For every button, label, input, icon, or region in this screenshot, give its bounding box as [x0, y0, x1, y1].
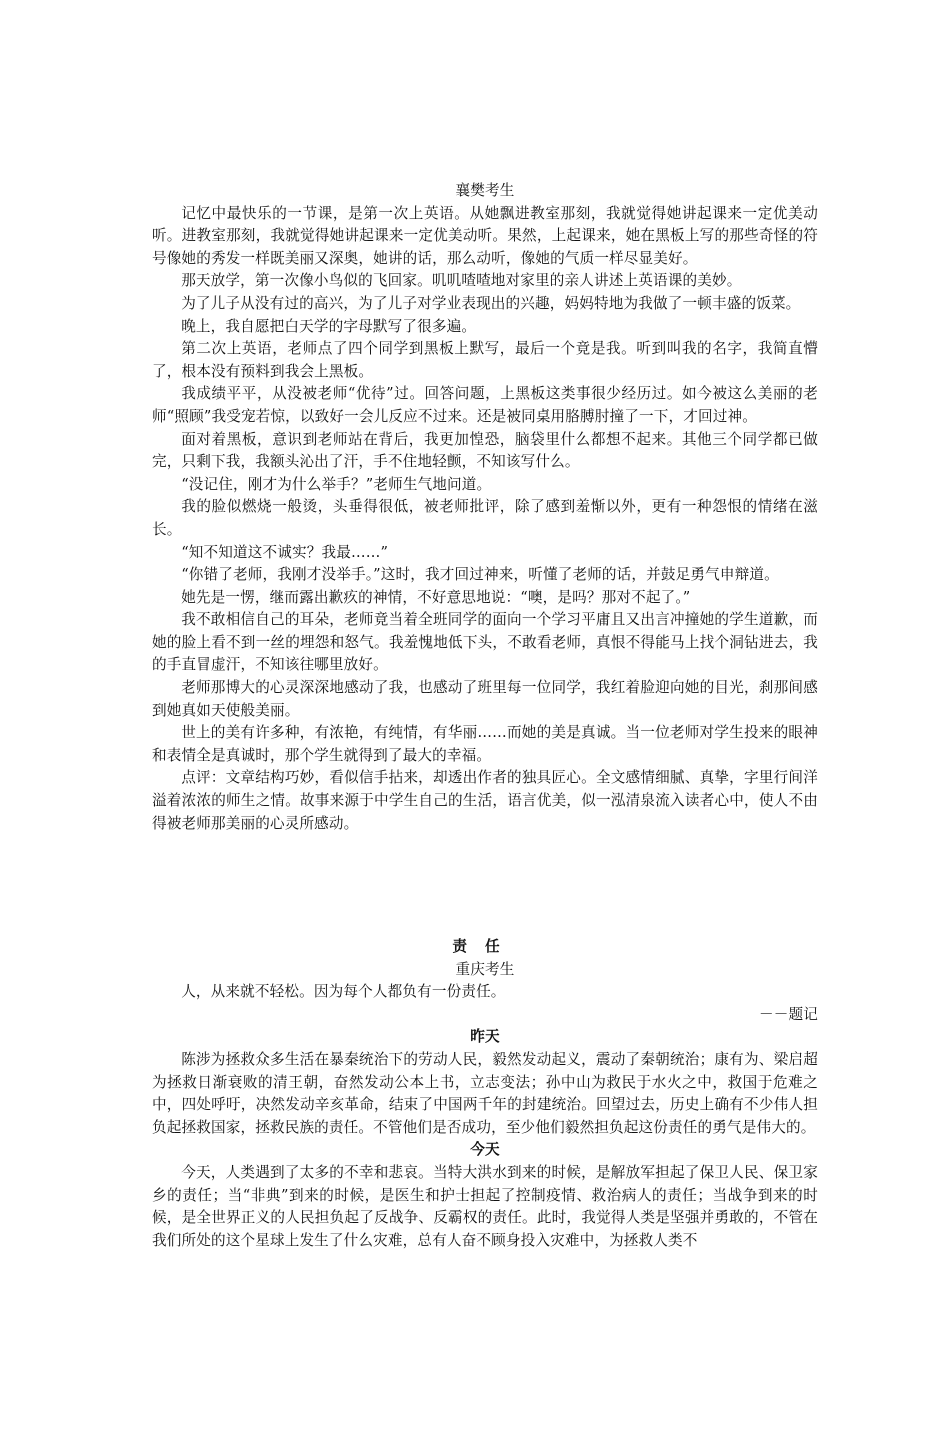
essay1-byline: 襄樊考生 [455, 182, 515, 199]
essay2-byline: 重庆考生 [455, 960, 515, 978]
essay1-paragraph: “没记住，刚才为什么举手？”老师生气地问道。 [181, 475, 492, 493]
essay1-paragraph: 我不敢相信自己的耳朵，老师竟当着全班同学的面向一个学习平庸且又出言冲撞她的学生道歉，而她的脸上看不到一丝的埋怨和怒气。我羞愧地低下头，不敢看老师，真恨不得能马上找个洞钻进去，我的手直冒虚汗，不知该往哪里放好。 [152, 611, 818, 674]
section-heading-today: 今天 [470, 1141, 500, 1159]
essay1-paragraph: 晚上，我自愿把白天学的字母默写了很多遍。 [181, 317, 477, 335]
section-yesterday-text: 陈涉为拯救众多生活在暴秦统治下的劳动人民，毅然发动起义，震动了秦朝统治；康有为、梁启超为拯救日渐衰败的清王朝，奋然发动公本上书，立志变法；孙中山为救民于水火之中，救国于危难之中，四处呼吁，决然发动辛亥革命，结束了中国两千年的封建统治。回望过去，历史上确有不少伟人担负起拯救国家，拯救民族的责任。不管他们是否成功，至少他们毅然担负起这份责任的勇气是伟大的。 [152, 1050, 818, 1136]
essay2-epigraph-note: －－题记 [759, 1005, 818, 1023]
essay1-paragraph: 世上的美有许多种，有浓艳，有纯情，有华丽……而她的美是真诚。当一位老师对学生投来的眼神和表情全是真诚时，那个学生就得到了最大的幸福。 [152, 724, 818, 764]
section-today-text: 今天，人类遇到了太多的不幸和悲哀。当特大洪水到来的时候，是解放军担起了保卫人民、保卫家乡的责任；当“非典”到来的时候，是医生和护士担起了控制疫情、救治病人的责任；当战争到来的时候，是全世界正义的人民担负起了反战争、反霸权的责任。此时，我觉得人类是坚强并勇敢的，不管在我们所处的这个星球上发生了什么灾难，总有人奋不顾身投入灾难中，为拯救人类不 [152, 1163, 818, 1249]
essay2-epigraph: 人，从来就不轻松。因为每个人都负有一份责任。 [181, 983, 506, 1001]
essay1-paragraph: “知不知道这不诚实？我最……” [181, 543, 389, 561]
essay1-paragraph: “你错了老师，我刚才没举手。”这时，我才回过神来，听懂了老师的话，并鼓足勇气申辩道。 [181, 566, 779, 584]
essay1-paragraph: 第二次上英语，老师点了四个同学到黑板上默写，最后一个竟是我。听到叫我的名字，我简直懵了，根本没有预料到我会上黑板。 [152, 340, 818, 380]
essay2-title: 责任 [452, 938, 518, 955]
essay1-paragraph: 她先是一愣，继而露出歉疚的神情，不好意思地说：“噢，是吗？那对不起了。” [181, 588, 691, 606]
essay1-paragraph: 记忆中最快乐的一节课，是第一次上英语。从她飘进教室那刻，我就觉得她讲起课来一定优美动听。进教室那刻，我就觉得她讲起课来一定优美动听。果然，上起课来，她在黑板上写的那些奇怪的符号像她的秀发一样既美丽又深奥，她讲的话，那么动听，像她的气质一样尽显美好。 [152, 204, 818, 267]
essay1-paragraph: 那天放学，第一次像小鸟似的飞回家。叽叽喳喳地对家里的亲人讲述上英语课的美妙。 [181, 272, 742, 290]
essay-responsibility [152, 936, 818, 1252]
essay1-paragraph: 面对着黑板，意识到老师站在背后，我更加惶恐，脑袋里什么都想不起来。其他三个同学都已做完，只剩下我，我额头沁出了汗，手不住地轻颤，不知该写什么。 [152, 430, 818, 471]
section-heading-yesterday: 昨天 [470, 1028, 500, 1046]
essay1-paragraph: 我成绩平平，从没被老师“优待”过。回答问题，上黑板这类事很少经历过。如今被这么美丽的老师“照顾”我受宠若惊，以致好一会儿反应不过来。还是被同桌用胳膊肘撞了一下，才回过神。 [152, 385, 818, 425]
essay1-paragraph: 为了儿子从没有过的高兴，为了儿子对学业表现出的兴趣，妈妈特地为我做了一顿丰盛的饭菜。 [181, 294, 801, 312]
essay1-paragraph: 老师那博大的心灵深深地感动了我，也感动了班里每一位同学，我红着脸迎向她的目光，刹那间感到她真如天使般美丽。 [152, 679, 818, 719]
essay1-commentary: 点评：文章结构巧妙，看似信手拈来，却透出作者的独具匠心。全文感情细腻、真挚，字里行间洋溢着浓浓的师生之情。故事来源于中学生自己的生活，语言优美，似一泓清泉流入读者心中，使人不由得被老师那美丽的心灵所感动。 [152, 769, 818, 832]
essay-teacher [152, 180, 818, 835]
essay1-paragraph: 我的脸似燃烧一般烫，头垂得很低，被老师批评，除了感到羞惭以外，更有一种怨恨的情绪在滋长。 [152, 498, 818, 538]
